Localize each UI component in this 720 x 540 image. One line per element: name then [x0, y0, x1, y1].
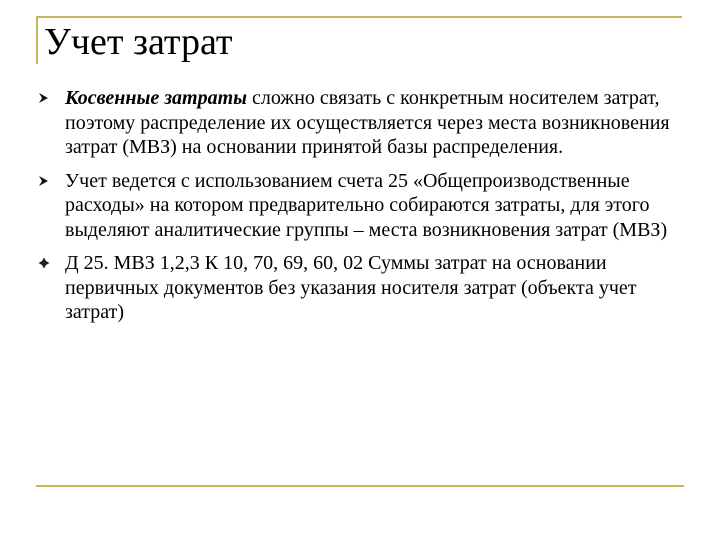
diamond-bullet-icon	[38, 251, 50, 275]
bullet-text: Учет ведется с использованием счета 25 «Общепроизводственные расходы» на котором предварительно собираются затраты, для этого выделяют аналитические группы – места возникновения затрат (МВЗ)	[65, 169, 668, 241]
slide-title: Учет затрат	[44, 21, 233, 63]
bullet-list	[38, 86, 678, 325]
bullet-item-posting	[38, 251, 678, 325]
frame-bottom-rule	[36, 485, 684, 487]
bullet-text: Д 25. МВЗ 1,2,3 К 10, 70, 69, 60, 02 Суммы затрат на основании первичных документов без указания носителя затрат (объекта учет затрат)	[65, 252, 637, 323]
bullet-emphasis: Косвенные затраты	[65, 87, 248, 109]
arrow-bullet-icon	[38, 169, 50, 193]
bullet-text: сложно связать с конкретным носителем затрат, поэтому распределение их осуществляется через места возникновения затрат (МВЗ) на основании принятой базы распределения.	[65, 87, 670, 158]
arrow-bullet-icon	[38, 86, 50, 110]
frame-left-rule	[36, 16, 38, 64]
frame-top-rule	[36, 16, 682, 18]
bullet-item-account-25	[38, 169, 678, 243]
bullet-item-indirect-costs	[38, 86, 678, 160]
